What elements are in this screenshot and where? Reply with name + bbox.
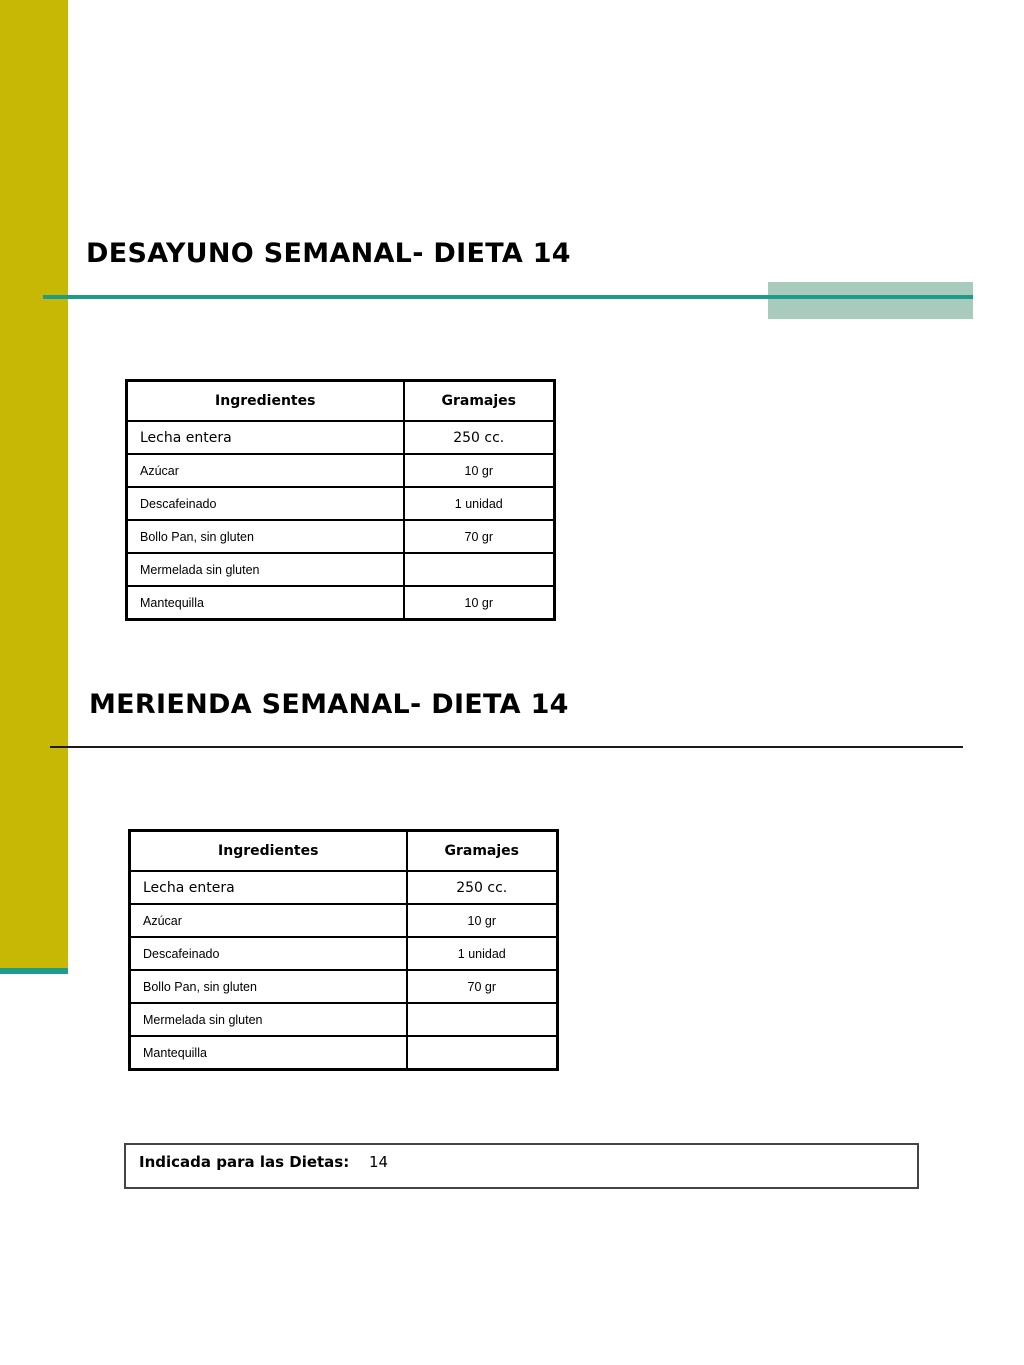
merienda-table (128, 829, 559, 1071)
diet-note-value: 14 (369, 1153, 389, 1171)
teal-divider (43, 295, 973, 299)
desayuno-title: DESAYUNO SEMANAL- DIETA 14 (86, 238, 571, 269)
amount-cell: 70 gr (407, 970, 558, 1003)
table-row (130, 970, 558, 1003)
amount-cell: 10 gr (407, 904, 558, 937)
table-header-row (130, 831, 558, 872)
black-divider (50, 746, 963, 748)
ingredient-cell: Bollo Pan, sin gluten (130, 970, 407, 1003)
ingredient-cell: Descafeinado (130, 937, 407, 970)
amount-cell: 1 unidad (404, 487, 555, 520)
left-accent-bar-base (0, 968, 68, 974)
ingredient-cell: Lecha entera (127, 421, 404, 454)
amount-cell (407, 1036, 558, 1070)
ingredient-cell: Lecha entera (130, 871, 407, 904)
table-row (127, 487, 555, 520)
table-row (130, 937, 558, 970)
table-row (127, 454, 555, 487)
header-gramajes: Gramajes (404, 381, 555, 422)
table-row (127, 586, 555, 620)
ingredient-cell: Descafeinado (127, 487, 404, 520)
ingredient-cell: Mantequilla (127, 586, 404, 620)
amount-cell (407, 1003, 558, 1036)
table-row (127, 520, 555, 553)
desayuno-table (125, 379, 556, 621)
ingredient-cell: Bollo Pan, sin gluten (127, 520, 404, 553)
table-row (130, 1036, 558, 1070)
header-ingredientes: Ingredientes (127, 381, 404, 422)
teal-accent-block (768, 282, 973, 319)
amount-cell (404, 553, 555, 586)
amount-cell: 250 cc. (404, 421, 555, 454)
diet-note-label: Indicada para las Dietas: (139, 1153, 350, 1171)
amount-cell: 70 gr (404, 520, 555, 553)
table-row (127, 421, 555, 454)
ingredient-cell: Mantequilla (130, 1036, 407, 1070)
diet-note-box (124, 1143, 919, 1189)
table-row (130, 871, 558, 904)
left-accent-bar (0, 0, 68, 968)
header-ingredientes: Ingredientes (130, 831, 407, 872)
ingredient-cell: Mermelada sin gluten (127, 553, 404, 586)
amount-cell: 1 unidad (407, 937, 558, 970)
ingredient-cell: Azúcar (127, 454, 404, 487)
table-header-row (127, 381, 555, 422)
amount-cell: 10 gr (404, 454, 555, 487)
amount-cell: 10 gr (404, 586, 555, 620)
ingredient-cell: Azúcar (130, 904, 407, 937)
ingredient-cell: Mermelada sin gluten (130, 1003, 407, 1036)
table-row (127, 553, 555, 586)
amount-cell: 250 cc. (407, 871, 558, 904)
header-gramajes: Gramajes (407, 831, 558, 872)
table-row (130, 904, 558, 937)
table-row (130, 1003, 558, 1036)
merienda-title: MERIENDA SEMANAL- DIETA 14 (89, 689, 569, 720)
